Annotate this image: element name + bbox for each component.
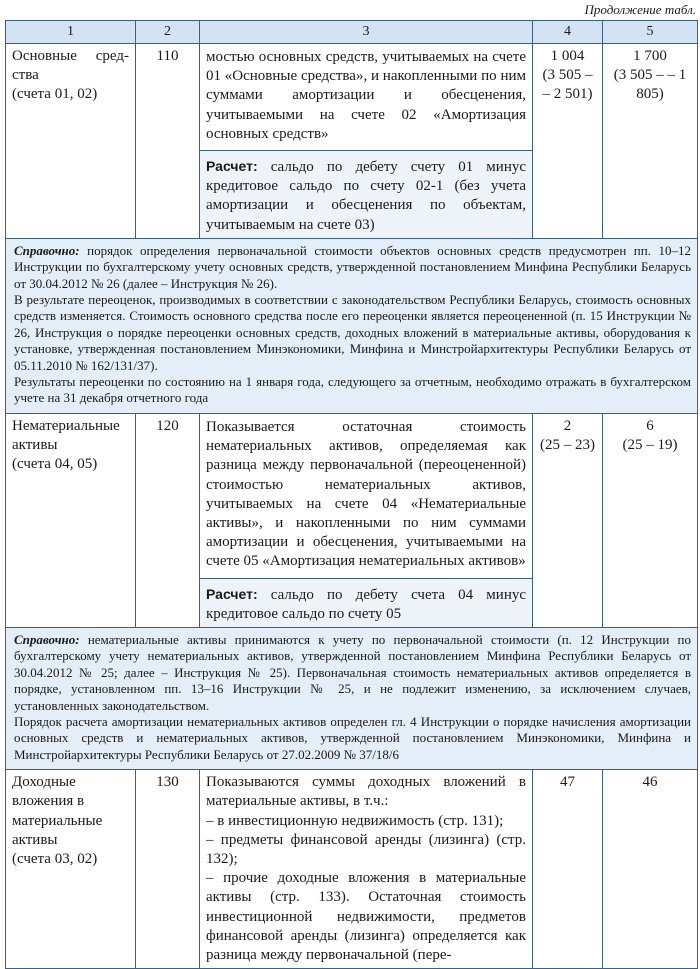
header-col-3: 3 xyxy=(200,21,533,44)
col4-value: 47 xyxy=(533,770,603,969)
note-row xyxy=(6,627,698,769)
row-name-cell xyxy=(6,44,136,239)
col4-value: 1 004 xyxy=(550,48,585,64)
row-accounts: (счета 03, 02) xyxy=(12,850,98,867)
header-col-4: 4 xyxy=(533,21,603,44)
row-col5-cell xyxy=(603,413,698,627)
row-description: Показывается остаточная стоимость нематериальных активов, определяемая как разница между первоначальной (переоцененной) стоимостью нематериальных активов, учитываемых на счете 04 «Нематериальные активы», и накопленными по ним суммами амортизации и обесценения, учитываемыми на счете 05 «Амортизация нематериальных активов» xyxy=(200,414,532,579)
header-col-1: 1 xyxy=(6,21,136,44)
col4-value: 2 xyxy=(563,417,572,434)
calc-label: Расчет: xyxy=(206,585,258,602)
col5-calc: (25 – 19) xyxy=(622,437,678,454)
row-code: 120 xyxy=(136,413,200,627)
row-col4-cell xyxy=(533,413,603,627)
table-row xyxy=(6,44,698,239)
description-line: Показываются суммы доходных вложений в материальные активы, в т.ч.: xyxy=(206,774,526,810)
row-calculation xyxy=(200,579,532,627)
row-col5-cell xyxy=(603,44,698,239)
row-name-cell xyxy=(6,413,136,627)
row-col4-cell xyxy=(533,44,603,239)
row-code: 110 xyxy=(136,44,200,239)
col5-value: 1 700 xyxy=(633,48,667,64)
row-accounts: (счета 04, 05) xyxy=(12,456,98,473)
balance-table xyxy=(5,20,698,969)
note-paragraph: Порядок расчета амортизации нематериальных активов определен гл. 4 Инструкции о порядке начисления амортизации основных средств и нематериальных активов, утвержденной постановлением Минэкономики, Минфина и Минстройархитектуры Республики Беларусь от 27.02.2009 № 37/18/6 xyxy=(14,713,691,762)
calc-label: Расчет: xyxy=(206,158,258,175)
table-row xyxy=(6,770,698,969)
row-description: мостью основных средств, учитываемых на счете 01 «Основные средства», и накопленными по ним суммами амортизации и обесценения, учитываемыми на счете 02 «Амортизация основных средств» xyxy=(200,44,532,151)
col4-calc: (25 – 23) xyxy=(540,437,595,454)
row-description-cell xyxy=(200,770,533,969)
note-paragraph: В результате переоценок, производимых в соответствии с законодательством Республики Беларусь, стоимость основных средств изменяется. Стоимость основного средства после его переоценки является переоцененной (п. 15 Инструкции № 26, Инструкция о порядке переоценки основных средств, доходных вложений в материальные активы, оборудования к установке, утвержденная постановлением Минэкономики, Минфина и Минстройархитектуры Республики Беларусь от 05.11.2010 № 162/131/37). xyxy=(14,292,691,373)
row-name: Доходные вложения в материальные активы xyxy=(12,774,103,848)
continuation-label: Продолжение табл. xyxy=(584,2,696,17)
table-header-row xyxy=(6,21,698,44)
description-line: – предметы финансовой аренды (лизинга) (стр. 132); xyxy=(206,831,526,867)
row-description-cell xyxy=(200,44,533,239)
header-col-5: 5 xyxy=(603,21,698,44)
row-name: Нематериальные активы xyxy=(12,417,120,454)
note-row xyxy=(6,238,698,413)
col4-calc: (3 505 – – 2 501) xyxy=(542,67,593,103)
description-line: – в инвестиционную недвижимость (стр. 131); xyxy=(206,812,504,829)
row-calculation xyxy=(200,151,532,238)
note-label: Справочно: xyxy=(14,242,80,258)
row-name-cell xyxy=(6,770,136,969)
row-accounts: (счета 01, 02) xyxy=(12,86,98,103)
table-row xyxy=(6,413,698,627)
row-code: 130 xyxy=(136,770,200,969)
note-intangibles xyxy=(6,627,698,769)
note-fixed-assets xyxy=(6,238,698,413)
row-description-cell xyxy=(200,413,533,627)
note-text: порядок определения первоначальной стоимости объектов основных средств предусмотрен пп. 10–12 Инструкции по бухгалтерскому учету основных средств, утвержденной постановлением Минфина Республики Беларусь от 30.04.2012 № 26 (далее – Инструкция № 26). xyxy=(14,242,691,291)
note-paragraph: Результаты переоценки по состоянию на 1 января года, следующего за отчетным, необходимо отражать в бухгалтерском учете на 31 декабря отчетного года xyxy=(14,374,691,406)
col5-value: 6 xyxy=(646,417,654,434)
calc-text: сальдо по дебету счету 01 минус кредитовое сальдо по счету 02-1 (без учета амортизации и обесценения по объектам, учитываемым на счете 03) xyxy=(206,159,527,233)
note-label: Справочно: xyxy=(14,631,80,647)
col5-calc: (3 505 – – 1 805) xyxy=(613,67,687,103)
row-name: Основные сред-ства xyxy=(12,48,129,84)
note-text: нематериальные активы принимаются к учету по первоначальной стоимости (п. 12 Инструкции по бухгалтерскому учету нематериальных активов, утвержденной постановлением Минфина Республики Беларусь от 30.04.2012 № 25; далее – Инструкция № 25). Первоначальная стоимость нематериальных активов определяется в порядке, установленном пп. 13–16 Инструкции № 25, и не подлежит изменению, за исключением случаев, установленных законодательством. xyxy=(14,631,692,713)
header-col-2: 2 xyxy=(136,21,200,44)
description-line: – прочие доходные вложения в материальные активы (стр. 133). Остаточная стоимость инвестиционной недвижимости, предметов финансовой аренды (лизинга) определяется как разница между первоначальной (пере- xyxy=(206,870,526,963)
col5-value: 46 xyxy=(603,770,698,969)
calc-text: сальдо по дебету счета 04 минус кредитовое сальдо по счету 05 xyxy=(206,586,527,622)
